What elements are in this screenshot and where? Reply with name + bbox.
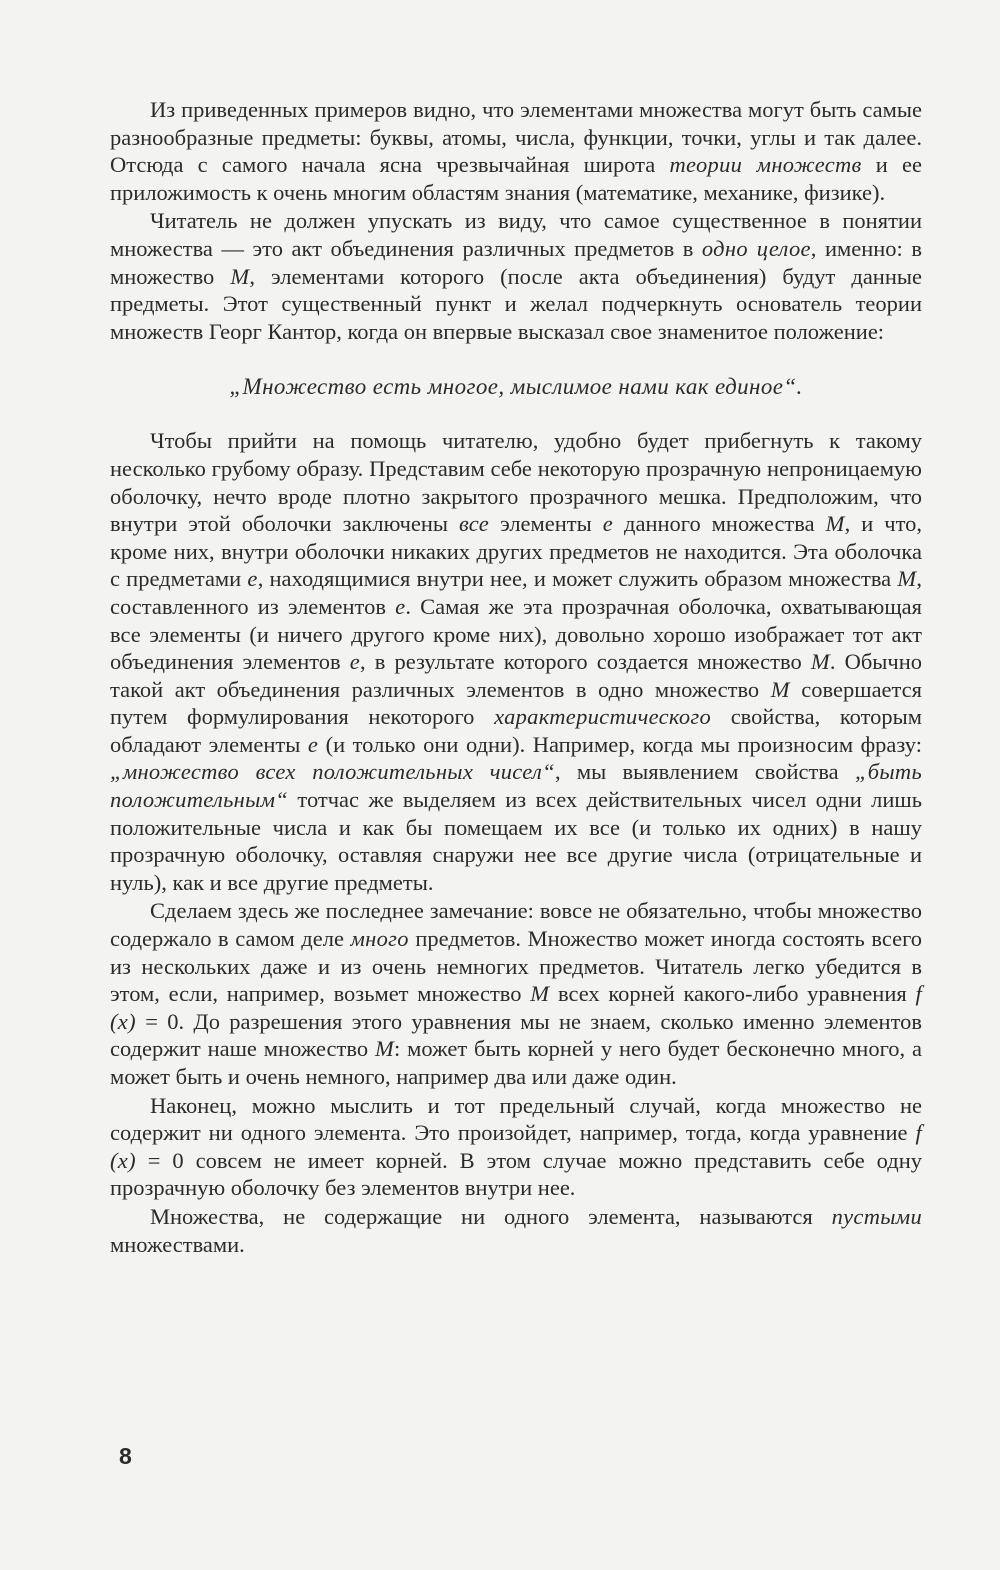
italic-term: М [810,649,830,675]
italic-term: е [247,566,258,592]
italic-term: М [897,566,917,592]
text-run: , в результате которого создается множество [360,649,811,675]
text-run: . Самая же эта прозрачная оболочка, охватывающая все элементы (и ничего другого кроме них), довольно хорошо изображает тот акт объединения элементов [110,593,922,675]
italic-term: характеристического [494,704,712,730]
text-run: совершается путем формулирования некоторого [110,676,922,730]
italic-term: все [459,511,490,537]
italic-term: „быть положительным“ [110,759,922,813]
text-run: Сделаем здесь же последнее замечание: вовсе не обязательно, чтобы множество содержало в самом деле [110,898,922,952]
text-run: , элементами которого (после акта объединения) будут данные предметы. Этот существенный пункт и желал подчеркнуть основатель теории множеств Георг Кантор, когда он впервые высказал свое знаменитое положение: [110,263,922,344]
italic-term: „множество всех положительных чисел“ [110,759,555,785]
text-run: тотчас же выделяем из всех действительных чисел одни лишь положительные числа и как бы помещаем их все (и только их одних) в нашу прозрачную оболочку, оставляя снаружи нее все другие числа (отрицательные и нуль), как и все другие предметы. [110,787,922,895]
text-run: элементы [489,511,603,537]
italic-term: f (x) [110,1120,922,1173]
paragraph [110,207,922,345]
text-run: Наконец, можно мыслить и тот предельный случай, когда множество не содержит ни одного элемента. Это произойдет, например, тогда, когда уравнение [110,1092,922,1146]
italic-term: е [307,731,319,757]
italic-term: много [350,926,409,952]
italic-term: е [349,649,361,675]
text-run: : может быть корней у него будет бесконечно много, а может быть и очень немного, например два или даже один. [110,1036,922,1089]
italic-term: е [602,511,614,537]
paragraph [110,897,922,1090]
text-run: = 0. До разрешения этого уравнения мы не знаем, сколько именно элементов содержит наше множество [110,1008,922,1062]
text-run: Читатель не должен упускать из виду, что самое существенное в понятии множества — это акт объединения различных предметов в [110,208,922,261]
text-run: , находящимися внутри нее, и может служить образом множества [257,566,898,592]
italic-term: М [825,511,845,537]
book-page [110,96,922,1536]
text-run: множествами. [110,1231,245,1257]
text-run: , и что, кроме них, внутри оболочки никаких других предметов не находится. Эта оболочка с предметами [110,511,922,592]
text-run: предметов. Множество может иногда состоять всего из нескольких даже и из очень немногих предметов. Читатель легко убедится в этом, если, например, возьмет множество [110,926,922,1007]
italic-term: М [530,981,550,1007]
italic-term: М [770,676,790,702]
text-before-quote [110,96,922,345]
italic-term: пустыми [831,1203,922,1229]
paragraph [110,427,922,896]
text-run: , именно: в множество [110,235,922,289]
text-run: свойства, которым обладают элементы [110,704,923,757]
text-run: Чтобы прийти на помощь читателю, удобно будет прибегнуть к такому несколько грубому образу. Представим себе некоторую прозрачную непроницаемую оболочку, нечто вроде плотно закрытого прозрачного мешка. Предположим, что внутри этой оболочки заключены [110,428,922,537]
paragraph [110,1092,922,1202]
page-number: 8 [119,1443,132,1469]
text-run: , мы выявлением свойства [554,759,855,785]
italic-term: М [230,263,250,289]
text-run: . Обычно такой акт объединения различных элементов в одно множество [110,649,922,702]
italic-term: е [395,593,406,619]
text-after-quote [110,427,922,1258]
italic-term: одно целое [701,235,811,261]
cantor-quote: „Множество есть многое, мыслимое нами как единое“. [229,374,803,400]
text-run: (и только они одни). Например, когда мы произносим фразу: [318,731,923,757]
text-run: , составленного из элементов [110,566,923,619]
italic-term: М [374,1036,395,1062]
italic-term: теории множеств [669,152,862,178]
paragraph [110,96,922,206]
text-run: всех корней какого-либо уравнения [549,981,916,1007]
italic-term: f (x) [110,981,922,1034]
text-run: и ее приложимость к очень многим областям знания (математике, механике, физике). [110,152,922,205]
text-run: Множества, не содержащие ни одного элемента, называются [150,1203,832,1229]
text-run: данного множества [613,511,826,537]
paragraph [110,1203,922,1258]
text-run: = 0 совсем не имеет корней. В этом случае можно представить себе одну прозрачную оболочку без элементов внутри нее. [110,1147,922,1201]
text-run: Из приведенных примеров видно, что элементами множества могут быть самые разнообразные предметы: буквы, атомы, числа, функции, точки, углы и так далее. Отсюда с самого начала ясна чрезвычайная широта [110,97,922,178]
